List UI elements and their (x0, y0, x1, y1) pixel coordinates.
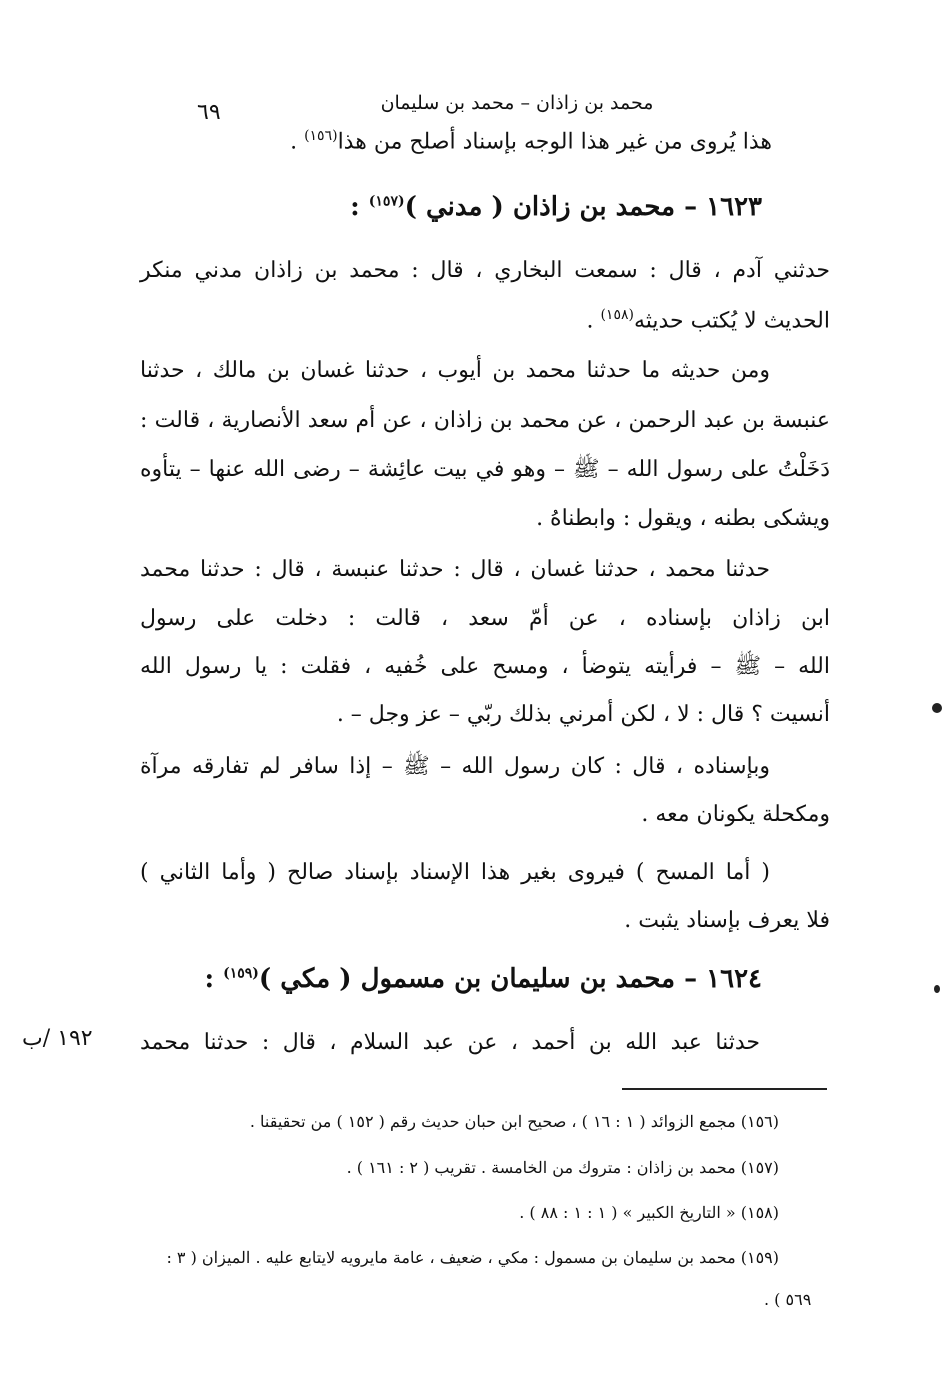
footnote: ٥٦٩ ) . (764, 1290, 812, 1309)
text-line: ويشكى بطنه ، ويقول : وابطناهُ . (536, 506, 830, 531)
text-line: حدثنا عبد الله بن أحمد ، عن عبد السلام ، قال : حدثنا محمد (140, 1030, 760, 1055)
text-line: فلا يعرف بإسناد يثبت . (624, 908, 830, 933)
footnote: (١٥٨) « التاريخ الكبير » ( ١ : ١ : ٨٨ ) . (519, 1203, 779, 1222)
running-head: محمد بن زاذان – محمد بن سليمان (380, 92, 654, 114)
text-line: ابن زاذان بإسناده ، عن أمّ سعد ، قالت : دخلت على رسول (140, 606, 830, 631)
text-line: ( أما المسح ) فيروى بغير هذا الإسناد بإسناد صالح ( وأما الثاني ) (140, 860, 770, 885)
scan-mark (932, 703, 942, 713)
margin-note: ١٩٢ /ب (22, 1026, 93, 1051)
text-line: أنسيت ؟ قال : لا ، لكن أمرني بذلك ربّي – عز وجل – . (336, 702, 830, 727)
footnote: (١٥٦) مجمع الزوائد ( ١ : ١٦ ) ، صحيح ابن حبان حديث رقم ( ١٥٢ ) من تحقيقنا . (249, 1112, 779, 1131)
footnote: (١٥٩) محمد بن سليمان بن مسمول : مكي ، ضعيف ، عامة مايرويه لايتابع عليه . الميزان ( ٣ : (166, 1248, 779, 1267)
footnote-separator (622, 1088, 827, 1090)
text-line: ومن حديثه ما حدثنا محمد بن أيوب ، حدثنا غسان بن مالك ، حدثنا (140, 358, 770, 383)
footnote-ref: (١٥٩) (223, 965, 259, 982)
text-line: حدثني آدم ، قال : سمعت البخاري ، قال : محمد بن زاذان مدني منكر (140, 258, 830, 283)
entry-heading: ١٦٢٤ – محمد بن سليمان بن مسمول ( مكي )$^{(١٥٩)}$ : (204, 964, 762, 994)
text-line: دَخَلْتُ على رسول الله – ﷺ – وهو في بيت عائِشة – رضى الله عنها – يتأوه (140, 457, 830, 482)
footnote-ref: (١٥٦) (304, 128, 338, 144)
page-number: ٦٩ (197, 100, 221, 125)
text-line: حدثنا محمد ، حدثنا غسان ، قال : حدثنا عنبسة ، قال : حدثنا محمد (140, 557, 770, 582)
footnote: (١٥٧) محمد بن زاذان : متروك من الخامسة . تقريب ( ٢ : ١٦١ ) . (346, 1158, 779, 1177)
entry-heading: ١٦٢٣ – محمد بن زاذان ( مدني )$^{(١٥٧)}$ : (350, 192, 762, 222)
text-line: وبإسناده ، قال : كان رسول الله – ﷺ – إذا سافر لم تفارقه مرآة (140, 754, 770, 779)
text-line: ومكحلة يكونان معه . (641, 802, 830, 827)
text-line: عنبسة بن عبد الرحمن ، عن محمد بن زاذان ، عن أم سعد الأنصارية ، قالت : (140, 408, 830, 433)
footnote-ref: (١٥٨) (600, 307, 634, 323)
text-line: الله – ﷺ – فرأيته يتوضأ ، ومسح على خُفيه ، فقلت : يا رسول الله (140, 654, 830, 679)
text-line: الحديث لا يُكتب حديثه$^{(١٥٨)}$ . (586, 307, 830, 334)
text-line: هذا يُروى من غير هذا الوجه بإسناد أصلح من هذا$^{(١٥٦)}$ . (290, 128, 772, 155)
footnote-ref: (١٥٧) (368, 193, 405, 210)
scan-mark (934, 985, 940, 993)
